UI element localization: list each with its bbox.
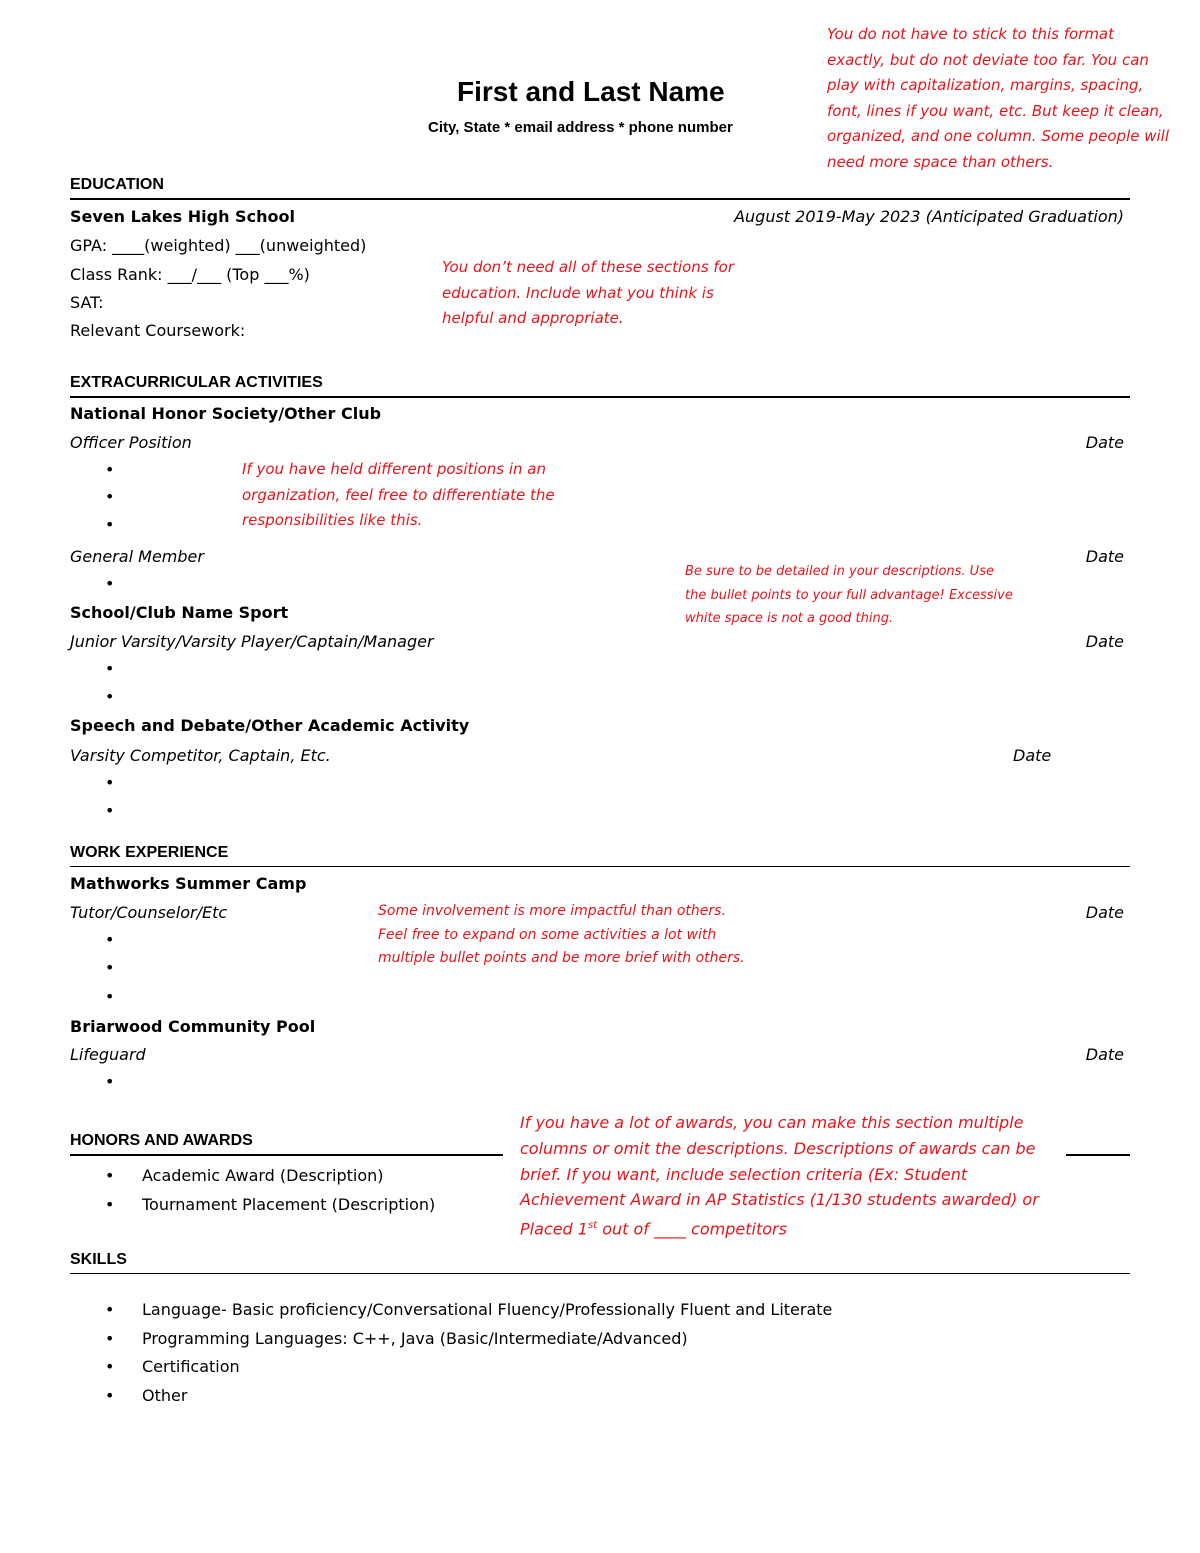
bullet-point: •: [105, 460, 115, 479]
section-heading-education: EDUCATION: [70, 176, 164, 193]
role-lifeguard: Lifeguard: [70, 1045, 146, 1064]
honor-item: • Tournament Placement (Description): [105, 1191, 435, 1220]
bullet-point: •: [105, 487, 115, 506]
bullet-point: •: [105, 1072, 115, 1091]
note-education: You don’t need all of these sections for education. Include what you think is helpful and appropriate.: [442, 258, 735, 328]
honor-item: • Academic Award (Description): [105, 1162, 435, 1191]
date-general-member: Date: [1085, 547, 1124, 566]
bullet-point: •: [105, 515, 115, 534]
note-awards: [520, 1110, 1045, 1242]
note-involvement: Some involvement is more impactful than others. Feel free to expand on some activities a lot with multiple bullet points and be more brief with others.: [378, 903, 745, 966]
honors-list: [105, 1162, 435, 1219]
bullet-point: •: [105, 958, 115, 977]
role-debate: Varsity Competitor, Captain, Etc.: [70, 746, 331, 765]
role-general-member: General Member: [70, 547, 204, 566]
org-name-pool: Briarwood Community Pool: [70, 1017, 316, 1036]
role-tutor: Tutor/Counselor/Etc: [70, 903, 228, 922]
skill-item: • Programming Languages: C++, Java (Basic/Intermediate/Advanced): [105, 1325, 832, 1354]
bullet-point: •: [105, 687, 115, 706]
note-awards-text: If you have a lot of awards, you can make this section multiple columns or omit the descriptions. Descriptions of awards can be brief. If you want, include selection criteria (Ex: Student Achievement Award in AP Statistics (1/130 students awarded) or Placed 1: [520, 1113, 1039, 1239]
class-rank-line: Class Rank: ___/___ (Top ___%): [70, 265, 310, 284]
note-awards-end: out of ____ competitors: [597, 1219, 787, 1239]
skill-item: • Other: [105, 1382, 832, 1411]
org-name-sport: School/Club Name Sport: [70, 603, 289, 622]
section-rule-extracurricular: [70, 396, 1130, 398]
date-officer: Date: [1085, 433, 1124, 452]
education-dates: August 2019-May 2023 (Anticipated Graduation): [734, 207, 1124, 226]
bullet-point: •: [105, 930, 115, 949]
date-lifeguard: Date: [1085, 1045, 1124, 1064]
skill-item: • Certification: [105, 1353, 832, 1382]
role-officer: Officer Position: [70, 433, 192, 452]
org-name-nhs: National Honor Society/Other Club: [70, 404, 382, 423]
bullet-point: •: [105, 574, 115, 593]
section-heading-honors: HONORS AND AWARDS: [70, 1132, 253, 1149]
bullet-point: •: [105, 987, 115, 1006]
section-heading-extracurricular: EXTRACURRICULAR ACTIVITIES: [70, 374, 323, 391]
coursework-line: Relevant Coursework:: [70, 321, 246, 340]
note-detailed: Be sure to be detailed in your descriptions. Use the bullet points to your full advantage! Excessive white space is not a good thing.: [685, 564, 1013, 626]
bullet-point: •: [105, 801, 115, 820]
bullet-point: •: [105, 773, 115, 792]
section-rule-honors-end: [1066, 1154, 1130, 1156]
date-sport: Date: [1085, 632, 1124, 651]
section-heading-work: WORK EXPERIENCE: [70, 844, 229, 861]
bullet-point: •: [105, 659, 115, 678]
note-awards-sup: st: [587, 1220, 598, 1232]
org-name-debate: Speech and Debate/Other Academic Activity: [70, 716, 470, 735]
date-debate: Date: [1013, 746, 1052, 765]
gpa-line: GPA: ____(weighted) ___(unweighted): [70, 236, 367, 255]
section-rule-education: [70, 198, 1130, 200]
date-tutor: Date: [1085, 903, 1124, 922]
section-rule-honors: [70, 1154, 503, 1156]
note-format: You do not have to stick to this format exactly, but do not deviate too far. You can play with capitalization, margins, spacing, font, lines if you want, etc. But keep it clean, organized, and one column. Some people will need more space than others.: [827, 25, 1170, 171]
note-positions: If you have held different positions in an organization, feel free to differentiate the responsibilities like this.: [242, 460, 555, 530]
role-sport: Junior Varsity/Varsity Player/Captain/Manager: [70, 632, 434, 651]
skills-list: [105, 1296, 832, 1411]
org-name-mathworks: Mathworks Summer Camp: [70, 874, 307, 893]
contact-line: City, State * email address * phone number: [428, 119, 733, 136]
section-heading-skills: SKILLS: [70, 1251, 127, 1268]
section-rule-skills: [70, 1273, 1130, 1274]
section-rule-work: [70, 866, 1130, 867]
candidate-name: First and Last Name: [457, 76, 725, 107]
school-name: Seven Lakes High School: [70, 207, 295, 226]
sat-line: SAT:: [70, 293, 104, 312]
skill-item: • Language- Basic proficiency/Conversational Fluency/Professionally Fluent and Literate: [105, 1296, 832, 1325]
